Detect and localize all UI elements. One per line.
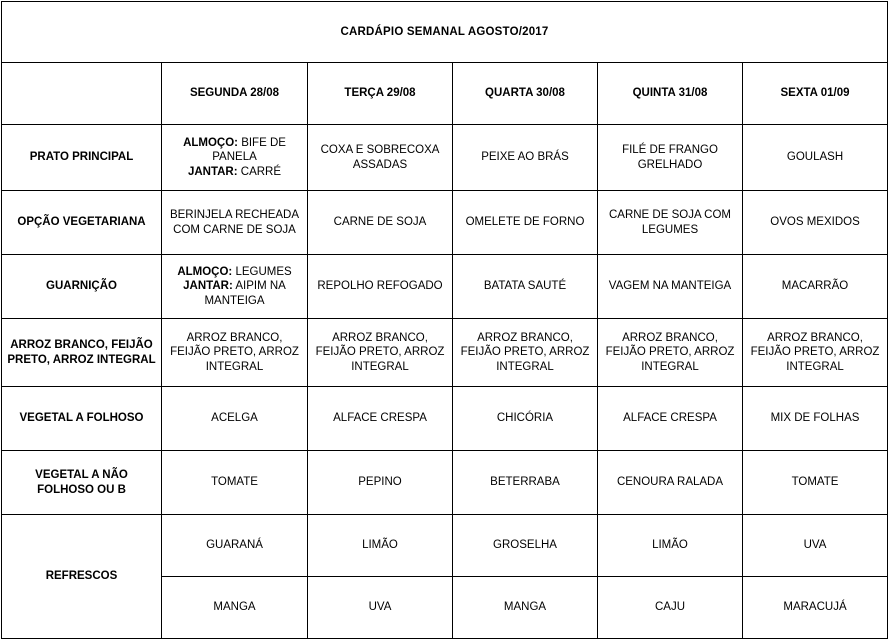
cell-vegetariana-quarta: OMELETE DE FORNO xyxy=(453,191,598,255)
cell-refresco1-quarta: GROSELHA xyxy=(453,515,598,577)
cell-guarnicao-sexta: MACARRÃO xyxy=(743,255,888,319)
day-header-terca: TERÇA 29/08 xyxy=(308,63,453,125)
day-header-quinta: QUINTA 31/08 xyxy=(598,63,743,125)
cell-naofolhoso-terca: PEPINO xyxy=(308,451,453,515)
table-row xyxy=(2,515,888,577)
row-label-vegetal-folhoso: VEGETAL A FOLHOSO xyxy=(2,387,162,451)
cell-prato-quinta: FILÉ DE FRANGO GRELHADO xyxy=(598,125,743,191)
document-title: CARDÁPIO SEMANAL AGOSTO/2017 xyxy=(2,2,888,63)
cell-prato-terca: COXA E SOBRECOXA ASSADAS xyxy=(308,125,453,191)
table-row xyxy=(2,387,888,451)
row-label-vegetal-nao-folhoso: VEGETAL A NÃO FOLHOSO OU B xyxy=(2,451,162,515)
cell-vegetariana-quinta: CARNE DE SOJA COM LEGUMES xyxy=(598,191,743,255)
cell-folhoso-segunda: ACELGA xyxy=(162,387,308,451)
cell-arroz-quarta: ARROZ BRANCO, FEIJÃO PRETO, ARROZ INTEGRAL xyxy=(453,319,598,387)
cell-prefix-almoco: ALMOÇO: xyxy=(183,136,238,149)
row-label-opcao-vegetariana: OPÇÃO VEGETARIANA xyxy=(2,191,162,255)
cell-text-jantar: AIPIM NA MANTEIGA xyxy=(204,280,286,307)
table-row xyxy=(2,191,888,255)
cell-arroz-segunda: ARROZ BRANCO, FEIJÃO PRETO, ARROZ INTEGRAL xyxy=(162,319,308,387)
row-label-guarnicao: GUARNIÇÃO xyxy=(2,255,162,319)
cell-prefix-jantar: JANTAR: xyxy=(187,165,238,178)
cell-arroz-terca: ARROZ BRANCO, FEIJÃO PRETO, ARROZ INTEGRAL xyxy=(308,319,453,387)
cell-naofolhoso-segunda: TOMATE xyxy=(162,451,308,515)
cell-arroz-quinta: ARROZ BRANCO, FEIJÃO PRETO, ARROZ INTEGRAL xyxy=(598,319,743,387)
cell-vegetariana-sexta: OVOS MEXIDOS xyxy=(743,191,888,255)
cell-naofolhoso-quinta: CENOURA RALADA xyxy=(598,451,743,515)
cell-refresco2-segunda: MANGA xyxy=(162,577,308,639)
cell-refresco2-sexta: MARACUJÁ xyxy=(743,577,888,639)
cell-arroz-sexta: ARROZ BRANCO, FEIJÃO PRETO, ARROZ INTEGRAL xyxy=(743,319,888,387)
cell-naofolhoso-quarta: BETERRABA xyxy=(453,451,598,515)
cell-folhoso-sexta: MIX DE FOLHAS xyxy=(743,387,888,451)
weekly-menu-table xyxy=(1,1,888,639)
cell-guarnicao-quinta: VAGEM NA MANTEIGA xyxy=(598,255,743,319)
menu-sheet xyxy=(0,1,889,614)
table-row xyxy=(2,451,888,515)
cell-refresco2-terca: UVA xyxy=(308,577,453,639)
cell-vegetariana-segunda: BERINJELA RECHEADA COM CARNE DE SOJA xyxy=(162,191,308,255)
corner-cell xyxy=(2,63,162,125)
cell-guarnicao-terca: REPOLHO REFOGADO xyxy=(308,255,453,319)
table-row-title xyxy=(2,2,888,63)
day-header-quarta: QUARTA 30/08 xyxy=(453,63,598,125)
cell-folhoso-quinta: ALFACE CRESPA xyxy=(598,387,743,451)
table-row xyxy=(2,319,888,387)
cell-vegetariana-terca: CARNE DE SOJA xyxy=(308,191,453,255)
day-header-segunda: SEGUNDA 28/08 xyxy=(162,63,308,125)
cell-refresco1-terca: LIMÃO xyxy=(308,515,453,577)
cell-refresco1-sexta: UVA xyxy=(743,515,888,577)
cell-prefix-jantar: JANTAR: xyxy=(183,280,233,293)
cell-folhoso-quarta: CHICÓRIA xyxy=(453,387,598,451)
row-label-prato-principal: PRATO PRINCIPAL xyxy=(2,125,162,191)
table-row xyxy=(2,255,888,319)
day-header-sexta: SEXTA 01/09 xyxy=(743,63,888,125)
cell-text-almoco: LEGUMES xyxy=(232,265,292,278)
cell-guarnicao-segunda xyxy=(162,255,308,319)
row-label-arroz-feijao: ARROZ BRANCO, FEIJÃO PRETO, ARROZ INTEGRAL xyxy=(2,319,162,387)
cell-refresco2-quarta: MANGA xyxy=(453,577,598,639)
table-row-dayheaders xyxy=(2,63,888,125)
cell-refresco1-quinta: LIMÃO xyxy=(598,515,743,577)
cell-refresco1-segunda: GUARANÁ xyxy=(162,515,308,577)
cell-prato-segunda xyxy=(162,125,308,191)
cell-prefix-almoco: ALMOÇO: xyxy=(177,265,233,278)
cell-guarnicao-quarta: BATATA SAUTÉ xyxy=(453,255,598,319)
cell-prato-quarta: PEIXE AO BRÁS xyxy=(453,125,598,191)
row-label-refrescos: REFRESCOS xyxy=(2,515,162,639)
cell-text-jantar: CARRÉ xyxy=(237,165,282,178)
cell-text-almoco: BIFE DE PANELA xyxy=(212,136,286,164)
cell-refresco2-quinta: CAJU xyxy=(598,577,743,639)
cell-naofolhoso-sexta: TOMATE xyxy=(743,451,888,515)
cell-folhoso-terca: ALFACE CRESPA xyxy=(308,387,453,451)
cell-prato-sexta: GOULASH xyxy=(743,125,888,191)
table-row xyxy=(2,125,888,191)
